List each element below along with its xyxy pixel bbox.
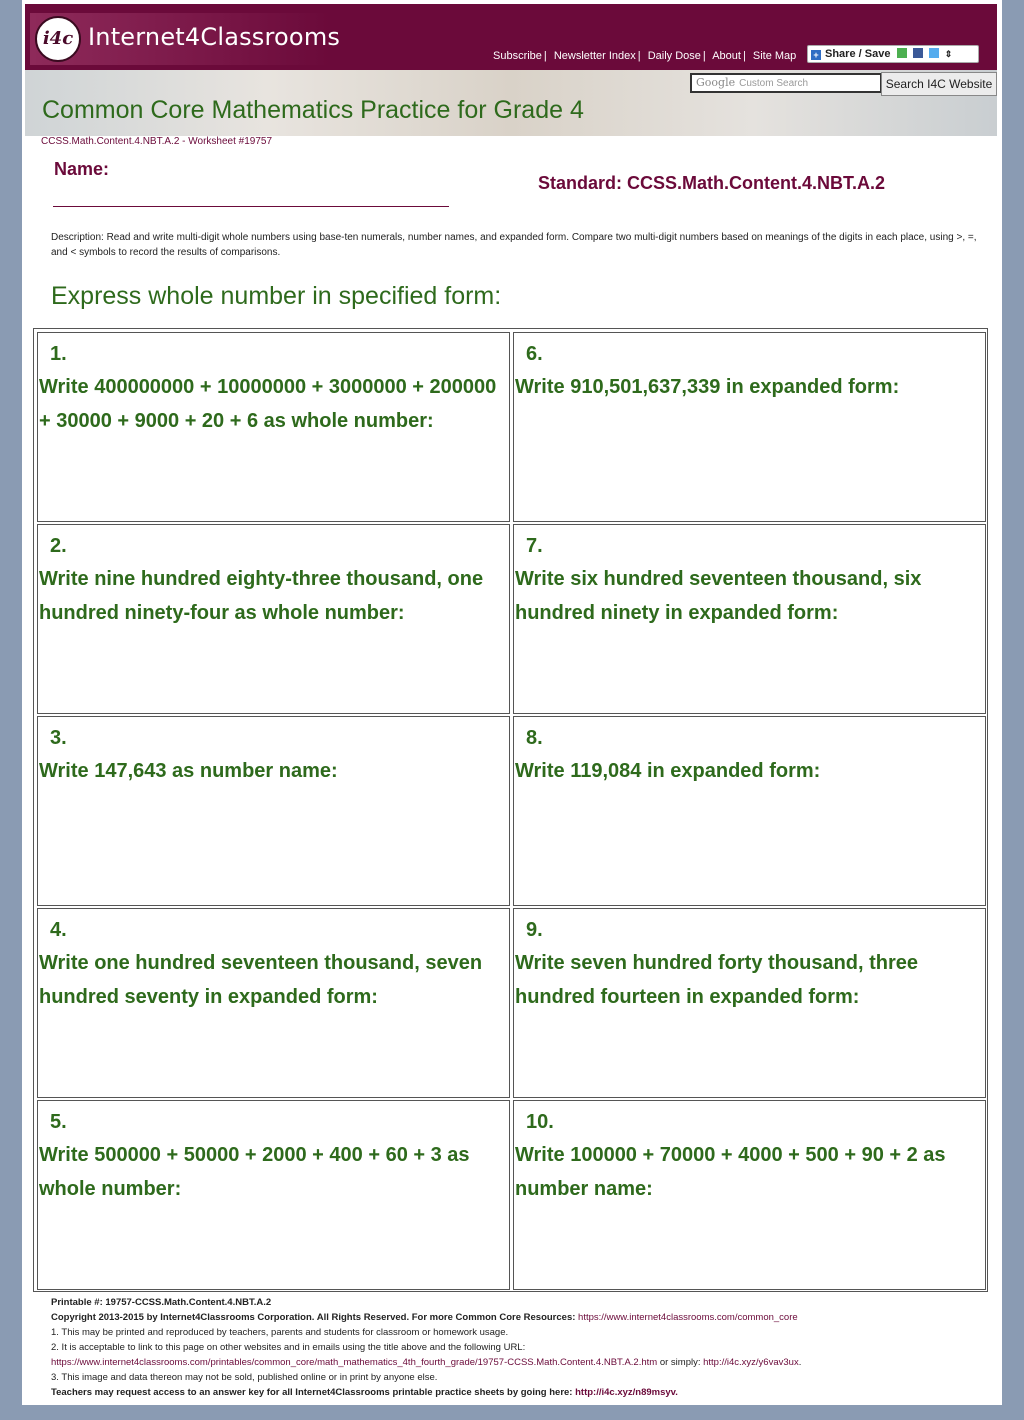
- search-input[interactable]: [690, 73, 882, 93]
- problem-text: Write 119,084 in expanded form:: [515, 760, 821, 782]
- instruction-heading: Express whole number in specified form:: [51, 282, 502, 310]
- footer-printable: Printable #: 19757-CCSS.Math.Content.4.NBT.A.2: [51, 1297, 272, 1308]
- top-nav: Subscribe | Newsletter Index | Daily Dose | About | Site Map: [493, 50, 797, 62]
- problem-cell: [513, 908, 986, 1098]
- standard-label: Standard: CCSS.Math.Content.4.NBT.A.2: [538, 173, 886, 193]
- problem-cell: [513, 332, 986, 522]
- twitter-icon: [929, 48, 939, 58]
- google-label: Google: [696, 76, 736, 89]
- site-header: [25, 4, 997, 70]
- footer-period: .: [798, 1357, 802, 1368]
- problem-text: Write 910,501,637,339 in expanded form:: [515, 376, 900, 398]
- footer-url-short[interactable]: http://i4c.xyz/y6vav3ux: [703, 1357, 799, 1368]
- banner: [25, 70, 997, 136]
- problem-cell: [513, 1100, 986, 1290]
- name-label: Name:: [54, 159, 110, 179]
- share-label: Share / Save: [825, 48, 891, 60]
- problem-cell: [37, 524, 510, 714]
- problem-text: Write 500000 + 50000 + 2000 + 400 + 60 + 3 as whole number:: [39, 1144, 470, 1200]
- problem-number: 5.: [50, 1111, 67, 1133]
- description: Description: Read and write multi-digit whole numbers using base-ten numerals, number names, and expanded form. Compare two multi-digit numbers based on meanings of the digits in each place, using >, =, and < symbols to record the results of comparisons.: [51, 232, 977, 258]
- site-logo[interactable]: [30, 13, 341, 65]
- worksheet-id: CCSS.Math.Content.4.NBT.A.2 - Worksheet #19757: [41, 136, 273, 147]
- problem-text: Write one hundred seventeen thousand, seven hundred seventy in expanded form:: [39, 952, 483, 1008]
- problem-cell: [37, 908, 510, 1098]
- problem-text: Write six hundred seventeen thousand, six hundred ninety in expanded form:: [515, 568, 922, 624]
- footer-copyright: Copyright 2013-2015 by Internet4Classrooms Corporation. All Rights Reserved. For more Common Core Resources:: [51, 1312, 576, 1323]
- nav-daily-dose[interactable]: Daily Dose: [647, 50, 701, 62]
- problem-cell: [37, 332, 510, 522]
- footer-line-3: 3. This image and data thereon may not be sold, published online or in print by anyone else.: [51, 1372, 438, 1383]
- worksheet-page: [22, 0, 1002, 1405]
- problem-text: Write nine hundred eighty-three thousand, one hundred ninety-four as whole number:: [39, 568, 484, 624]
- problem-text: Write seven hundred forty thousand, three hundred fourteen in expanded form:: [515, 952, 919, 1008]
- footer: [51, 1295, 991, 1400]
- share-icon: [897, 48, 907, 58]
- problem-text: Write 400000000 + 10000000 + 3000000 + 200000 + 30000 + 9000 + 20 + 6 as whole number:: [39, 376, 497, 432]
- problem-cell: [513, 524, 986, 714]
- problem-text: Write 147,643 as number name:: [39, 760, 338, 782]
- logo-badge: i4c: [35, 16, 81, 62]
- problem-number: 6.: [526, 343, 543, 365]
- footer-line-1: 1. This may be printed and reproduced by teachers, parents and students for classroom or homework usage.: [51, 1327, 509, 1338]
- nav-subscribe[interactable]: Subscribe: [493, 50, 542, 62]
- logo-text: Internet4Classrooms: [88, 23, 341, 51]
- problem-number: 3.: [50, 727, 67, 749]
- problem-number: 7.: [526, 535, 543, 557]
- nav-about[interactable]: About: [712, 50, 741, 62]
- footer-common-core-link[interactable]: https://www.internet4classrooms.com/common_core: [578, 1312, 798, 1323]
- search-button[interactable]: Search I4C Website: [881, 72, 997, 96]
- problem-grid: [33, 328, 988, 1292]
- problem-number: 1.: [50, 343, 67, 365]
- share-save-button[interactable]: [807, 45, 979, 63]
- footer-or-simply: or simply:: [657, 1357, 704, 1368]
- problem-cell: [513, 716, 986, 906]
- problem-number: 9.: [526, 919, 543, 941]
- footer-answer-key-link[interactable]: http://i4c.xyz/n89msyv.: [575, 1387, 678, 1398]
- problem-number: 8.: [526, 727, 543, 749]
- nav-site-map[interactable]: Site Map: [752, 50, 797, 62]
- page-title: Common Core Mathematics Practice for Grade 4: [42, 96, 584, 124]
- problem-cell: [37, 716, 510, 906]
- name-line: [53, 206, 449, 207]
- facebook-icon: [913, 48, 923, 58]
- footer-line-2: 2. It is acceptable to link to this page on other websites and in emails using the title above and the following URL:: [51, 1342, 526, 1353]
- problem-number: 4.: [50, 919, 67, 941]
- search-placeholder: Custom Search: [739, 78, 809, 89]
- problem-number: 10.: [526, 1111, 554, 1133]
- footer-teachers: Teachers may request access to an answer key for all Internet4Classrooms printable practice sheets by going here:: [51, 1387, 573, 1398]
- footer-url-long[interactable]: https://www.internet4classrooms.com/printables/common_core/math_mathematics_4th_fourth_grade/19757-CCSS.Math.Content.4.NBT.A.2.htm: [51, 1357, 658, 1368]
- nav-newsletter-index[interactable]: Newsletter Index: [553, 50, 636, 62]
- chevron-updown-icon: ⇕: [944, 49, 953, 59]
- share-plus-icon: +: [811, 50, 821, 60]
- problem-cell: [37, 1100, 510, 1290]
- problem-number: 2.: [50, 535, 67, 557]
- problem-text: Write 100000 + 70000 + 4000 + 500 + 90 + 2 as number name:: [515, 1144, 946, 1200]
